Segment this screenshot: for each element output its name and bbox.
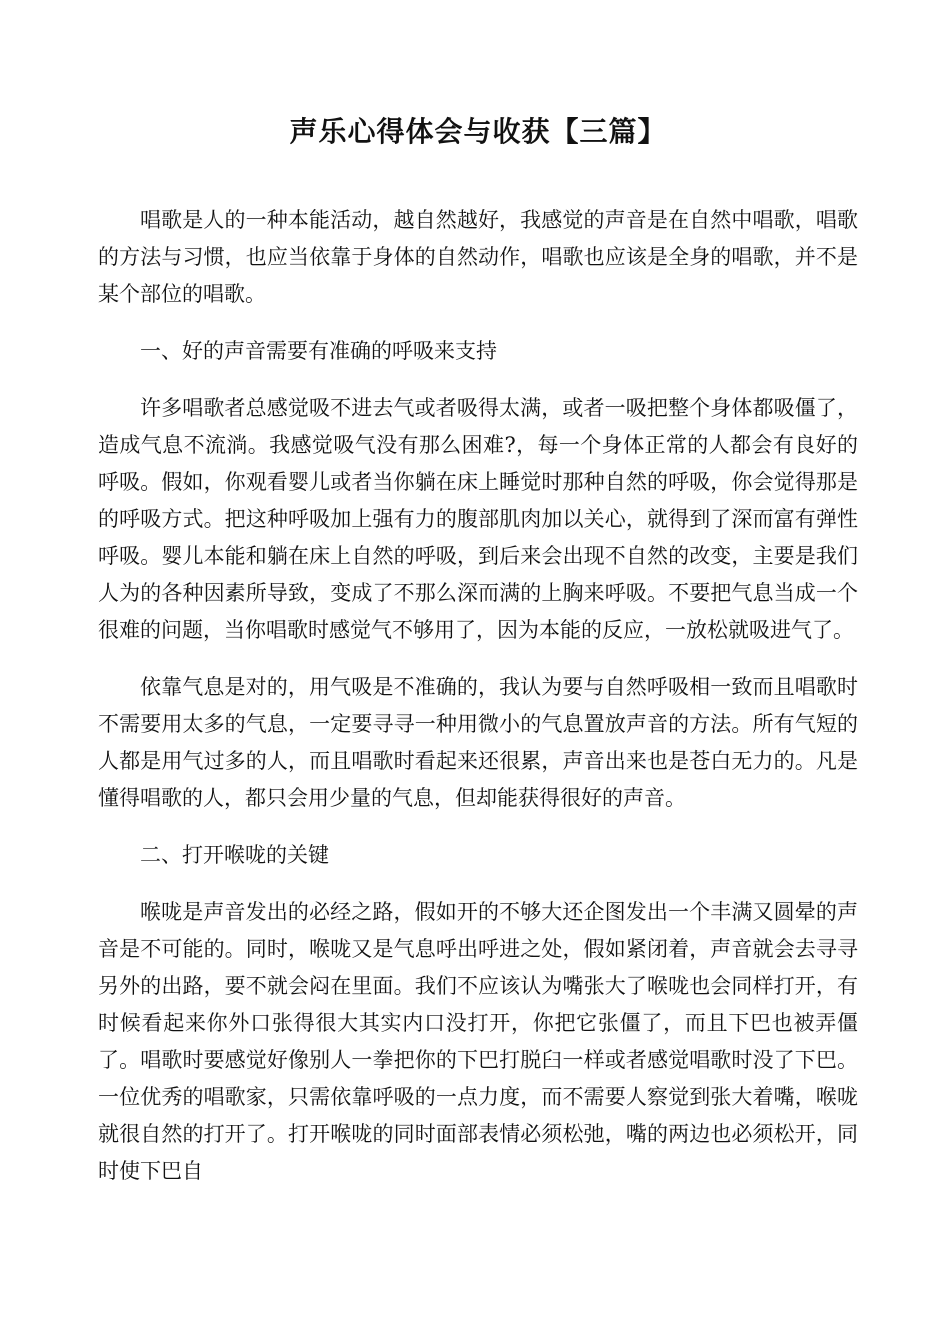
section-heading-breathing: 一、好的声音需要有准确的呼吸来支持 [140,339,497,363]
paragraph-breathing-2: 依靠气息是对的，用气吸是不准确的，我认为要与自然呼吸相一致而且唱歌时不需要用太多的气息，一定要寻寻一种用微小的气息置放声音的方法。所有气短的人都是用气过多的人，而且唱歌时看起来还很累，声音出来也是苍白无力的。凡是懂得唱歌的人，都只会用少量的气息，但却能获得很好的声音。 [98,675,858,810]
paragraph-intro: 唱歌是人的一种本能活动，越自然越好，我感觉的声音是在自然中唱歌，唱歌的方法与习惯，也应当依靠于身体的自然动作，唱歌也应该是全身的唱歌，并不是某个部位的唱歌。 [98,208,858,306]
document-title: 声乐心得体会与收获【三篇】 [289,115,667,148]
document-body [98,112,858,1210]
paragraph-throat-1: 喉咙是声音发出的必经之路，假如开的不够大还企图发出一个丰满又圆晕的声音是不可能的。同时，喉咙又是气息呼出呼进之处，假如紧闭着，声音就会去寻寻另外的出路，要不就会闷在里面。我们不应该认为嘴张大了喉咙也会同样打开，有时候看起来你外口张得很大其实内口没打开，你把它张僵了，而且下巴也被弄僵了。唱歌时要感觉好像别人一拳把你的下巴打脱臼一样或者感觉唱歌时没了下巴。一位优秀的唱歌家，只需依靠呼吸的一点力度，而不需要人察觉到张大着嘴，喉咙就很自然的打开了。打开喉咙的同时面部表情必须松弛，嘴的两边也必须松开，同时使下巴自 [98,900,858,1183]
section-heading-throat: 二、打开喉咙的关键 [140,843,329,867]
paragraph-breathing-1: 许多唱歌者总感觉吸不进去气或者吸得太满，或者一吸把整个身体都吸僵了，造成气息不流淌。我感觉吸气没有那么困难?，每一个身体正常的人都会有良好的呼吸。假如，你观看婴儿或者当你躺在床上睡觉时那种自然的呼吸，你会觉得那是的呼吸方式。把这种呼吸加上强有力的腹部肌肉加以关心，就得到了深而富有弹性呼吸。婴儿本能和躺在床上自然的呼吸，到后来会出现不自然的改变，主要是我们人为的各种因素所导致，变成了不那么深而满的上胸来呼吸。不要把气息当成一个很难的问题，当你唱歌时感觉气不够用了，因为本能的反应，一放松就吸进气了。 [98,396,858,642]
